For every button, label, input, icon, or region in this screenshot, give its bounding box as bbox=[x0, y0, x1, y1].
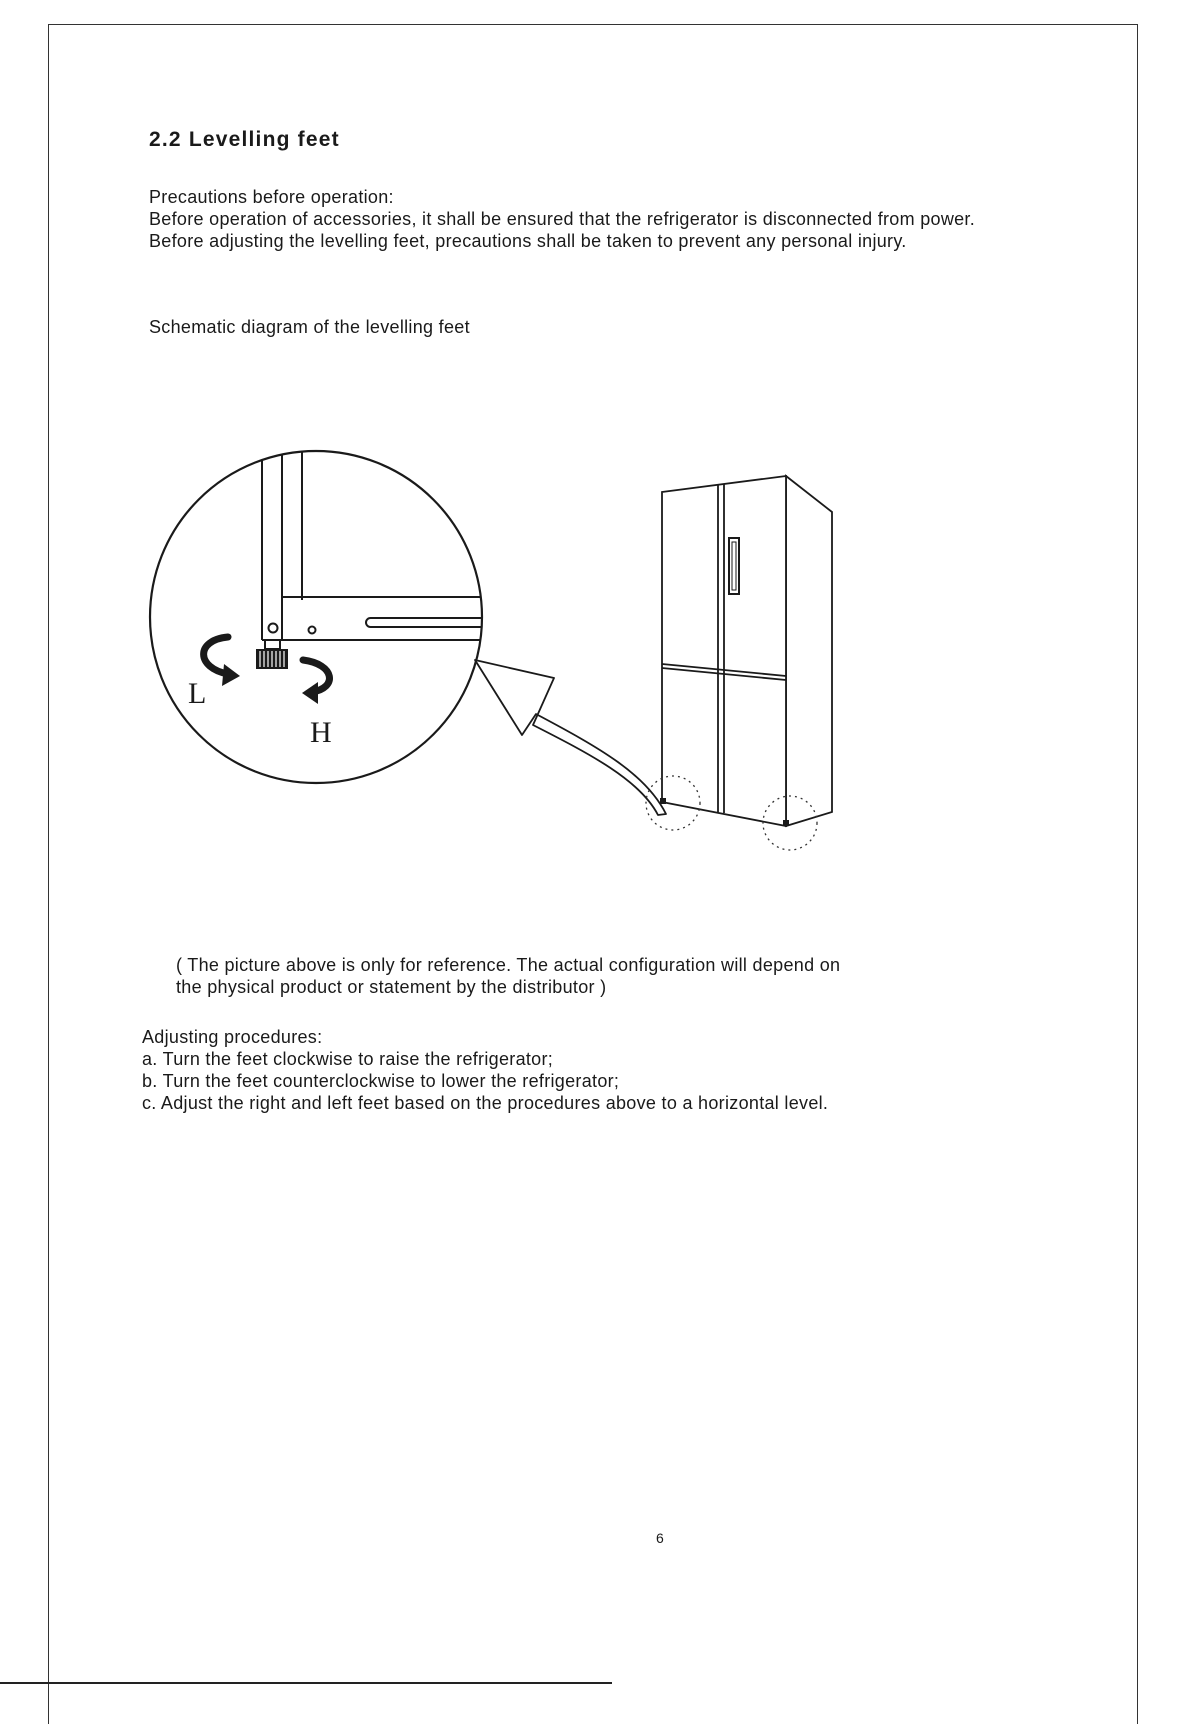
page-number: 6 bbox=[656, 1530, 664, 1546]
precautions-title: Precautions before operation: bbox=[149, 187, 394, 207]
zoom-detail bbox=[150, 440, 494, 783]
label-low: L bbox=[188, 677, 207, 710]
procedure-step-a: a. Turn the feet clockwise to raise the refrigerator; bbox=[142, 1049, 554, 1069]
reference-note-line1: ( The picture above is only for reference. The actual configuration will depend on bbox=[176, 955, 841, 975]
label-high: H bbox=[310, 716, 332, 749]
precaution-power: Before operation of accessories, it shall be ensured that the refrigerator is disconnected from power. bbox=[149, 209, 976, 229]
refrigerator bbox=[660, 476, 832, 826]
diagram-caption: Schematic diagram of the levelling feet bbox=[149, 317, 470, 337]
reference-note-line2: the physical product or statement by the distributor ) bbox=[176, 977, 607, 997]
procedure-step-b: b. Turn the feet counterclockwise to lower the refrigerator; bbox=[142, 1071, 620, 1091]
section-heading: 2.2 Levelling feet bbox=[149, 128, 340, 151]
precaution-injury: Before adjusting the levelling feet, precautions shall be taken to prevent any personal injury. bbox=[149, 231, 907, 251]
bottom-rule bbox=[0, 1682, 612, 1684]
procedures-title: Adjusting procedures: bbox=[142, 1027, 323, 1047]
procedure-step-c: c. Adjust the right and left feet based on the procedures above to a horizontal level. bbox=[142, 1093, 829, 1113]
pointer-arrow-icon bbox=[475, 660, 666, 815]
